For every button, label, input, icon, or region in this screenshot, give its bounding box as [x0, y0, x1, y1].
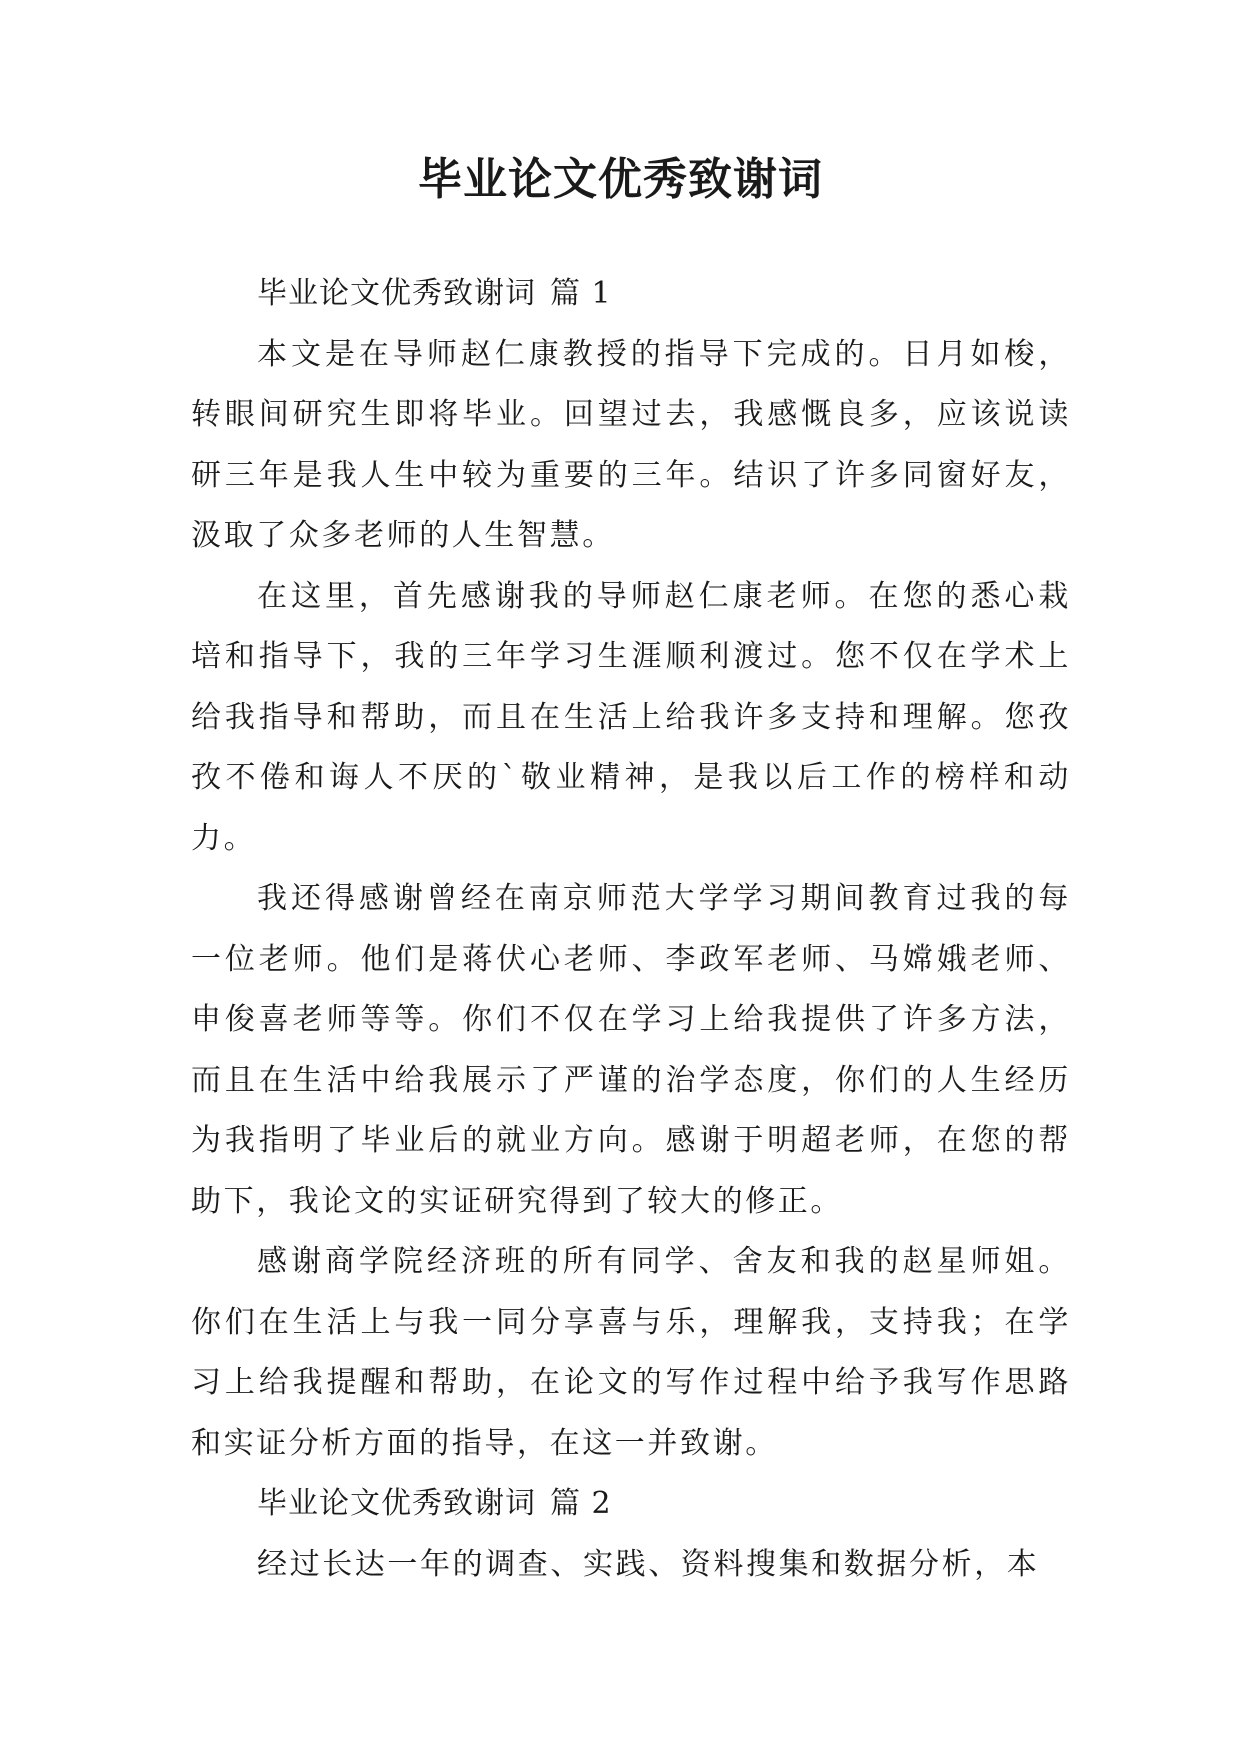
section-heading-text: 毕业论文优秀致谢词: [257, 276, 536, 311]
section-heading-label: 篇 1: [550, 276, 612, 311]
paragraph: 我还得感谢曾经在南京师范大学学习期间教育过我的每一位老师。他们是蒋伏心老师、李政军老师、马嫦娥老师、申俊喜老师等等。你们不仅在学习上给我提供了许多方法，而且在生活中给我展示了严谨的治学态度，你们的人生经历为我指明了毕业后的就业方向。感谢于明超老师，在您的帮助下，我论文的实证研究得到了较大的修正。: [191, 881, 1071, 1219]
paragraph: 经过长达一年的调查、实践、资料搜集和数据分析，本: [257, 1546, 1040, 1582]
paragraph: 在这里，首先感谢我的导师赵仁康老师。在您的悉心栽培和指导下，我的三年学习生涯顺利渡过。您不仅在学术上给我指导和帮助，而且在生活上给我许多支持和理解。您孜孜不倦和诲人不厌的`敬业精神，是我以后工作的榜样和动力。: [191, 578, 1071, 856]
paragraph: 感谢商学院经济班的所有同学、舍友和我的赵星师姐。你们在生活上与我一同分享喜与乐，理解我，支持我；在学习上给我提醒和帮助，在论文的写作过程中给予我写作思路和实证分析方面的指导，在这一并致谢。: [191, 1244, 1071, 1461]
section-heading: [191, 1474, 1071, 1535]
document-title: 毕业论文优秀致谢词: [418, 154, 823, 205]
document-body: [191, 264, 1071, 1595]
section-heading-text: 毕业论文优秀致谢词: [257, 1486, 536, 1521]
section-heading: [191, 264, 1071, 325]
section-1: [191, 264, 1071, 1474]
section-heading-label: 篇 2: [550, 1486, 612, 1521]
section-2: [191, 1474, 1071, 1595]
paragraph: 本文是在导师赵仁康教授的指导下完成的。日月如梭，转眼间研究生即将毕业。回望过去，我感慨良多，应该说读研三年是我人生中较为重要的三年。结识了许多同窗好友，汲取了众多老师的人生智慧。: [191, 336, 1071, 553]
